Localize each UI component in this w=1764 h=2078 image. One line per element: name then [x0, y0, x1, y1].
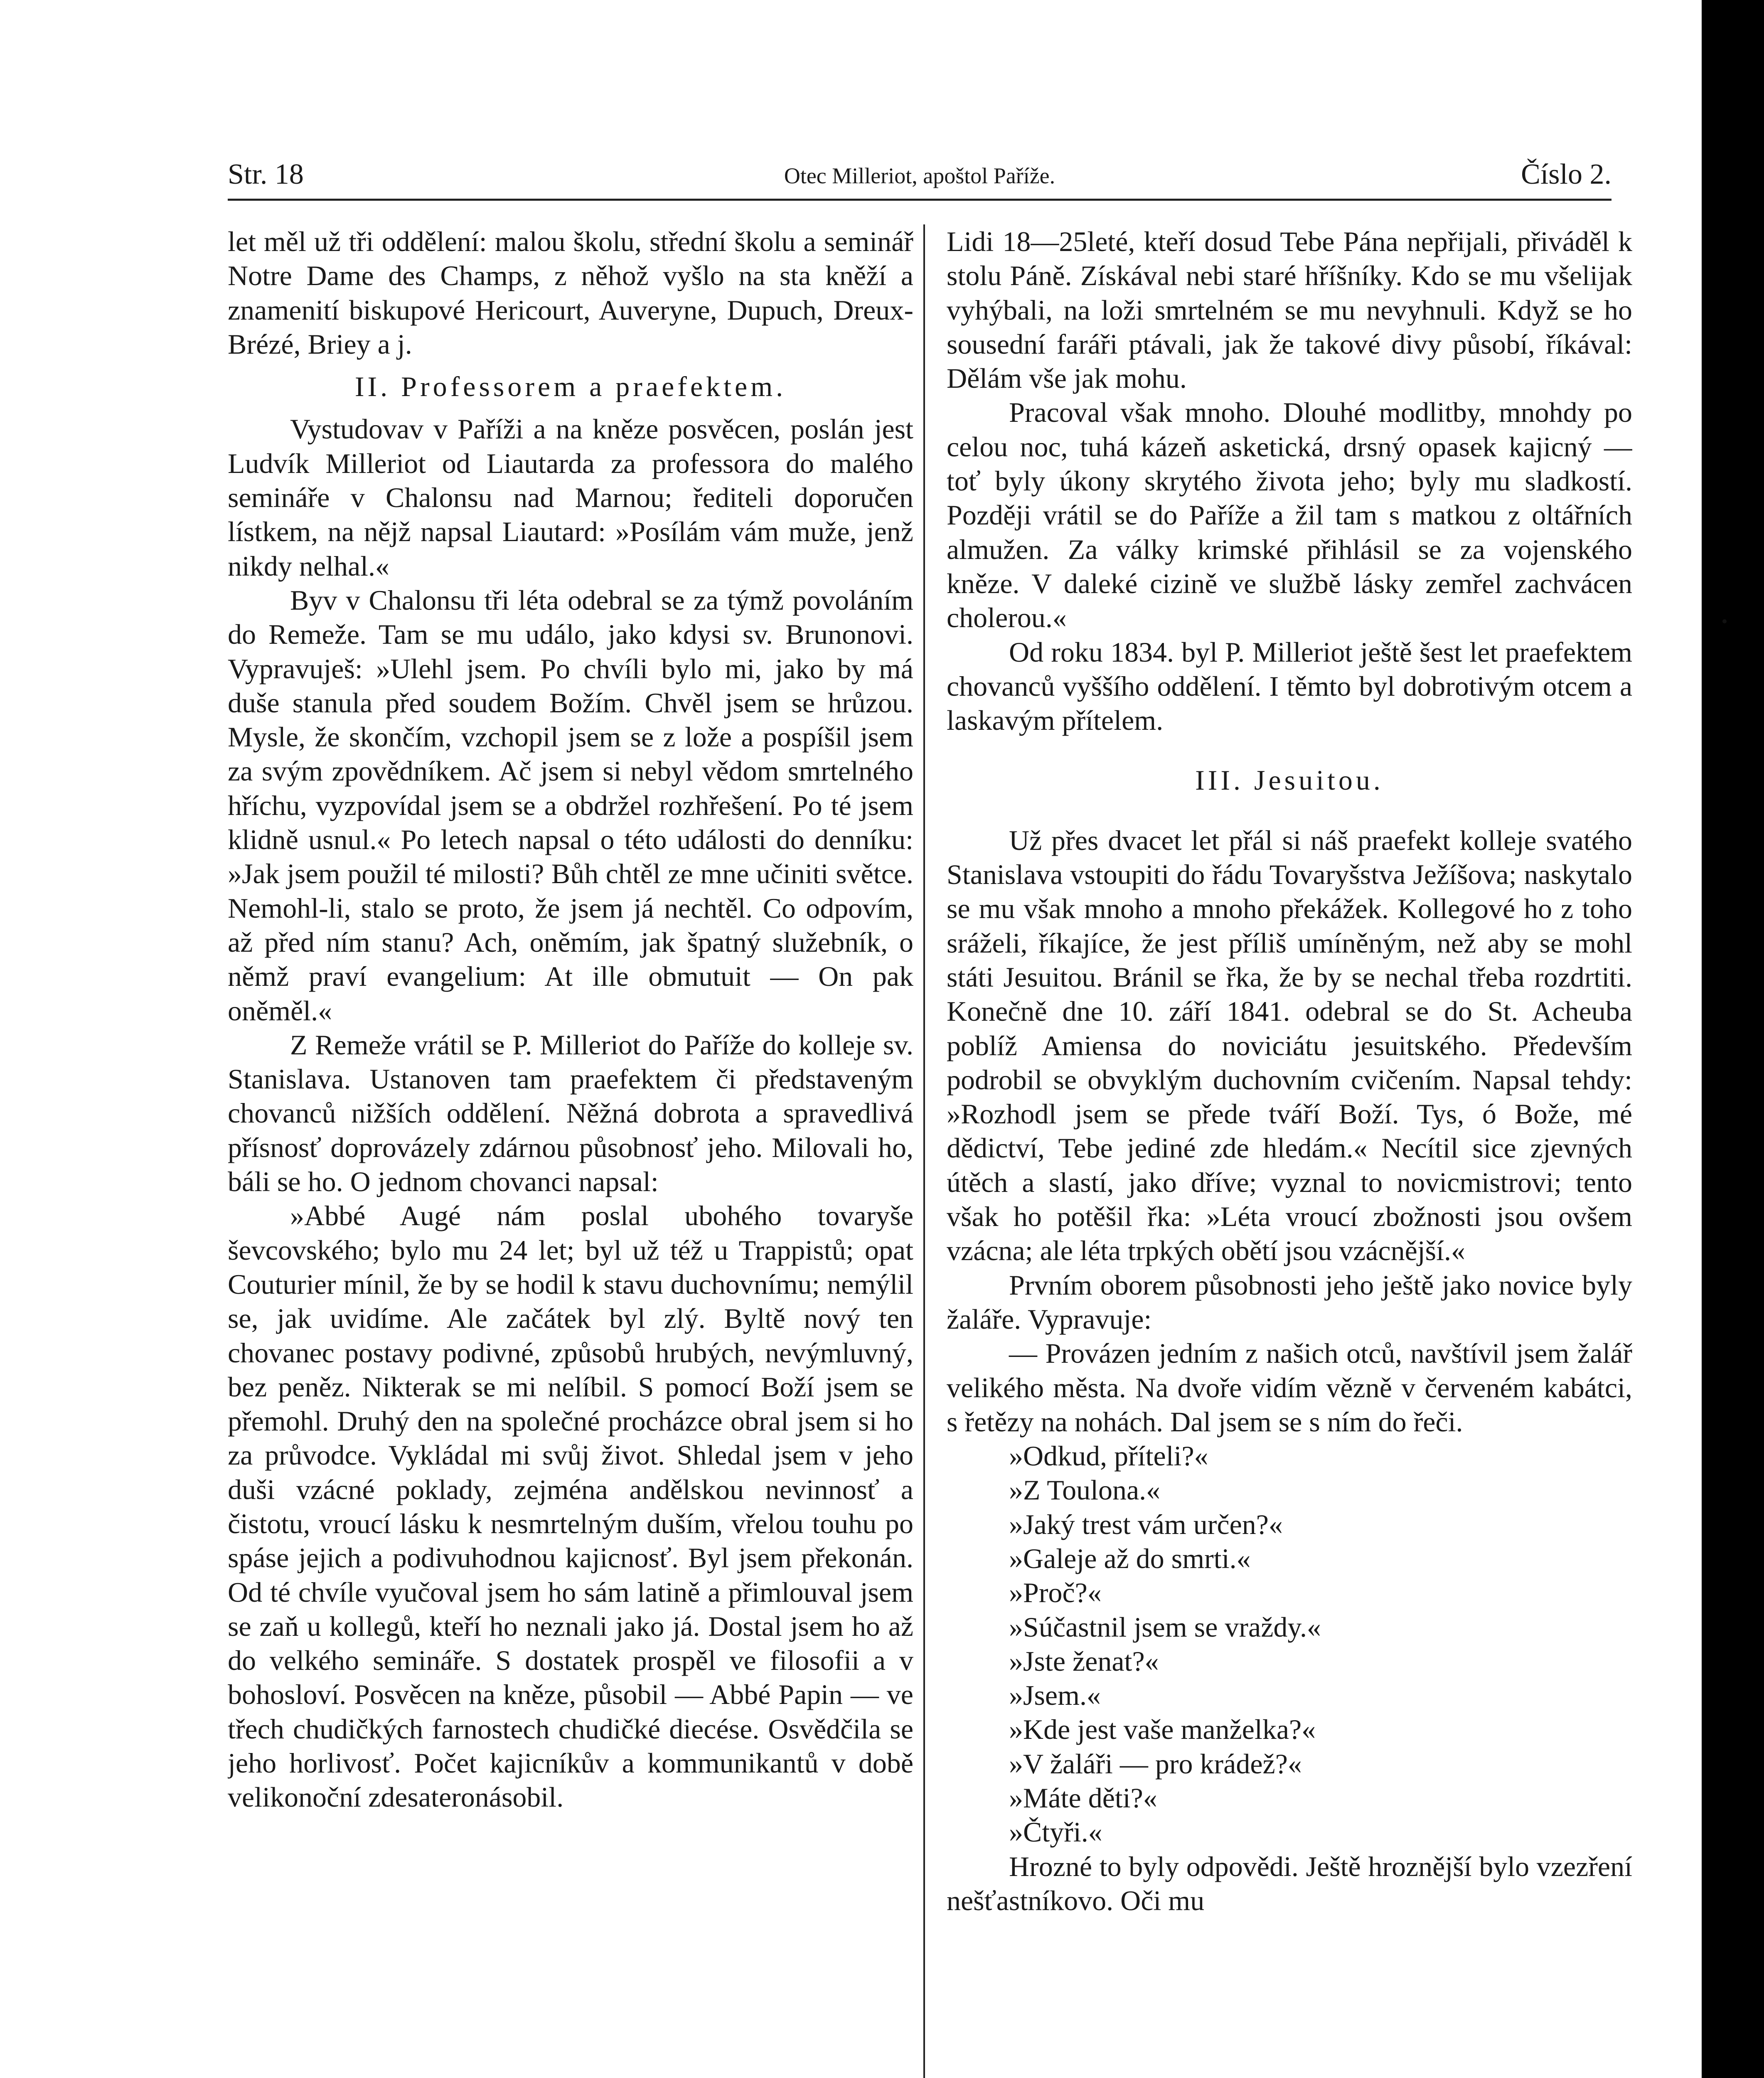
paragraph: let měl už tři oddělení: malou školu, střední školu a seminář Notre Dame des Champs, z něhož vyšlo na sta kněží a znamenití biskupové Hericourt, Auveryne, Dupuch, Dreux-Brézé, Briey a j. — [228, 226, 913, 360]
dialog-line: »Máte děti?« — [1009, 1782, 1157, 1814]
right-column — [947, 224, 1632, 2078]
dialog-line: »Jste ženat?« — [1009, 1645, 1159, 1677]
paragraph: Lidi 18—25leté, kteří dosud Tebe Pána nepřijali, přiváděl k stolu Páně. Získával nebi staré hříšníky. Kdo se mu všelijak vyhýbali, na loži smrtelném se mu nevyhnuli. Když se ho sousední faráři ptávali, jak že takové divy působí, říkával: Dělám vše jak mohu. — [947, 226, 1632, 394]
paragraph: Vystudovav v Paříži a na kněze posvěcen, poslán jest Ludvík Milleriot od Liautarda za professora do malého semináře v Chalonsu nad Marnou; řediteli doporučen lístkem, na nějž napsal Liautard: »Posílám vám muže, jenž nikdy nelhal.« — [228, 413, 913, 582]
dialog-line: »Súčastnil jsem se vraždy.« — [1009, 1611, 1321, 1643]
paragraph: Od roku 1834. byl P. Milleriot ještě šest let praefektem chovanců vyššího oddělení. I těmto byl dobrotivým otcem a laskavým přítelem. — [947, 636, 1632, 736]
dialog-line: »Jaký trest vám určen?« — [1009, 1508, 1283, 1540]
paragraph: — Provázen jedním z našich otců, navštívil jsem žalář velikého města. Na dvoře vidím vězně v červeném kabátci, s řetězy na nohách. Dal jsem se s ním do řeči. — [947, 1337, 1632, 1438]
dialog-list — [947, 1439, 1632, 1849]
dialog-line: »Jsem.« — [1009, 1679, 1101, 1711]
dialog-line: »Z Toulona.« — [1009, 1474, 1161, 1506]
header-rule — [228, 199, 1611, 201]
scan-speck — [1722, 619, 1727, 623]
page-number: Str. 18 — [228, 158, 304, 190]
dialog-line: »Čtyři.« — [1009, 1816, 1102, 1848]
dialog-line: »Galeje až do smrti.« — [1009, 1542, 1251, 1574]
paragraph: Už přes dvacet let přál si náš praefekt kolleje svatého Stanislava vstoupiti do řádu Tovaryšstva Ježíšova; naskytalo se mu však mnoho a mnoho překážek. Kollegové ho z toho sráželi, říkajíce, že jest příliš umíněným, než aby se mohl státi Jesuitou. Bránil se řka, že by se nechal třeba rozdrtiti. Konečně dne 10. září 1841. odebral se do St. Acheuba poblíž Amiensa do noviciátu jesuitského. Především podrobil se obvyklým duchovním cvičením. Napsal tehdy: »Rozhodl jsem se přede tváří Boží. Tys, ó Bože, mé dědictví, Tebe jediné zde hledám.« Necítil sice zjevných útěch a slastí, jako dříve; vyznal to novicmistrovi; tento však ho potěšil řka: »Léta vroucí zbožnosti jsou ovšem vzácna; ale léta trpkých obětí jsou vzácnější.« — [947, 824, 1632, 1267]
paragraph: Z Remeže vrátil se P. Milleriot do Paříže do kolleje sv. Stanislava. Ustanoven tam praefektem či představeným chovanců nižších oddělení. Něžná dobrota a spravedlivá přísnosť doprovázely zdárnou působnosť jeho. Milovali ho, báli se ho. O jednom chovanci napsal: — [228, 1029, 913, 1198]
column-divider — [923, 224, 925, 2078]
page-header — [228, 158, 1611, 195]
running-title: Otec Milleriot, apoštol Paříže. — [784, 163, 1055, 188]
dialog-line: »Odkud, příteli?« — [1009, 1440, 1208, 1472]
section-heading: III. Jesuitou. — [1195, 764, 1384, 796]
issue-number: Číslo 2. — [1521, 158, 1611, 190]
paragraph: Prvním oborem působnosti jeho ještě jako novice byly žaláře. Vypravuje: — [947, 1269, 1632, 1335]
left-column — [228, 224, 913, 2078]
dialog-line: »Proč?« — [1009, 1577, 1102, 1609]
paragraph: Byv v Chalonsu tři léta odebral se za týmž povoláním do Remeže. Tam se mu událo, jako kdysi sv. Brunonovi. Vypravuješ: »Ulehl jsem. Po chvíli bylo mi, jako by má duše stanula před soudem Božím. Chvěl jsem se hrůzou. Mysle, že skončím, vzchopil jsem se z lože a pospíšil jsem za svým zpovědníkem. Ač jsem si nebyl vědom smrtelného hříchu, vyzpovídal jsem se a obdržel rozhřešení. Po té jsem klidně usnul.« Po letech napsal o této události do denníku: »Jak jsem použil té milosti? Bůh chtěl ze mne učiniti světce. Nemohl-li, stalo se proto, že jsem já nechtěl. Co odpovím, až před ním stanu? Ach, oněmím, jak špatný služebník, o němž praví evangelium: At ille obmutuit — On pak oněměl.« — [228, 584, 913, 1027]
dialog-line: »Kde jest vaše manželka?« — [1009, 1714, 1316, 1746]
paragraph: Pracoval však mnoho. Dlouhé modlitby, mnohdy po celou noc, tuhá kázeň asketická, drsný opasek kajicný — toť byly úkony skrytého života jeho; byly mu sladkostí. Později vrátil se do Paříže a žil tam s matkou z oltářních almužen. Za války krimské přihlásil se za vojenského kněze. V daleké cizině ve službě lásky zemřel zachvácen cholerou.« — [947, 396, 1632, 634]
scan-border-right — [1702, 0, 1764, 2078]
dialog-line: »V žaláři — pro krádež?« — [1009, 1748, 1302, 1780]
paragraph: Hrozné to byly odpovědi. Ještě hroznější bylo vzezření nešťastníkovo. Oči mu — [947, 1850, 1632, 1916]
paragraph: »Abbé Augé nám poslal ubohého tovaryše ševcovského; bylo mu 24 let; byl už též u Trappistů; opat Couturier mínil, že by se hodil k stavu duchovnímu; nemýlil se, jak uvidíme. Ale začátek byl zlý. Byltě nový ten chovanec postavy podivné, způsobů hrubých, nevýmluvný, bez peněz. Nikterak se mi nelíbil. S pomocí Boží jsem se přemohl. Druhý den na společné procházce obral jsem si ho za průvodce. Vykládal mi svůj život. Shledal jsem v jeho duši vzácné poklady, zejména andělskou nevinnosť a čistotu, vroucí lásku k nesmrtelným duším, vřelou touhu po spáse jejich a podivuhodnou kajicnosť. Byl jsem překonán. Od té chvíle vyučoval jsem ho sám latině a přimlouval jsem se zaň u kollegů, kteří ho neznali jako já. Dostal jsem ho až do velkého semináře. S dostatek prospěl ve filosofii a v bohosloví. Posvěcen na kněze, působil — Abbé Papin — ve třech chudičkých farnostech chudičké diecése. Osvědčila se jeho horlivosť. Počet kajicníkův a kommunikantů v době velikonoční zdesateronásobil. — [228, 1200, 913, 1813]
section-heading: II. Professorem a praefektem. — [354, 371, 787, 403]
